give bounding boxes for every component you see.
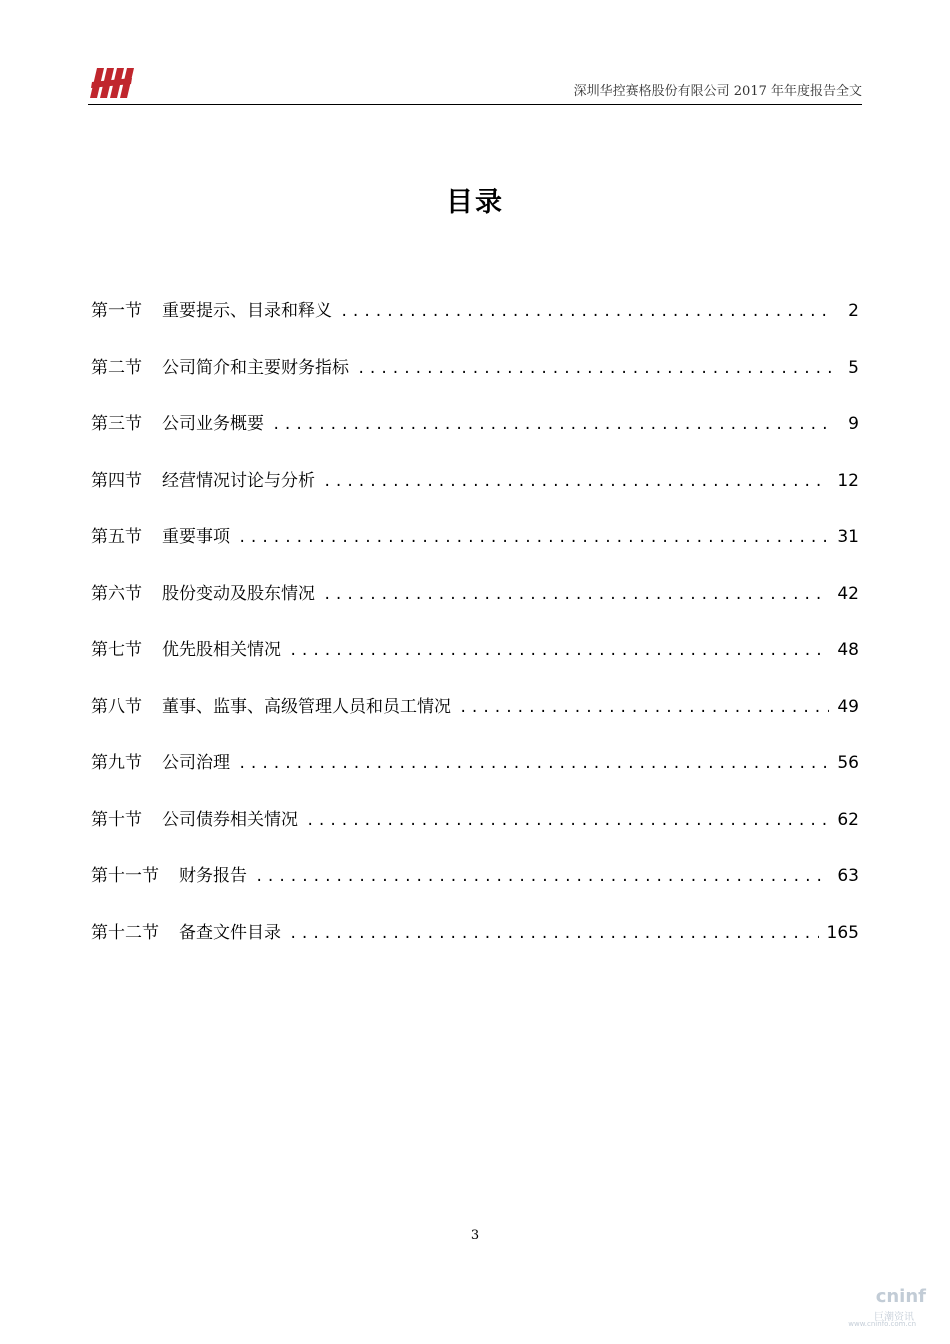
toc-entry[interactable] [91, 805, 859, 862]
toc-leader-dots [255, 869, 829, 885]
toc-page-number: 12 [837, 470, 859, 491]
toc-entry[interactable] [91, 296, 859, 353]
toc-section-title: 股份变动及股东情况 [162, 583, 315, 604]
company-logo-icon [88, 66, 136, 100]
toc-entry[interactable] [91, 522, 859, 579]
toc-section-number: 第二节 [91, 357, 142, 378]
toc-section-title: 公司简介和主要财务指标 [162, 357, 349, 378]
toc-section-number: 第三节 [91, 414, 142, 434]
toc-entry[interactable] [91, 635, 859, 692]
toc-section-title: 财务报告 [179, 866, 247, 886]
toc-page-number: 31 [837, 527, 859, 547]
toc-section-title: 重要提示、目录和释义 [162, 301, 332, 321]
page-header [88, 62, 862, 105]
toc-entry[interactable] [91, 692, 859, 749]
toc-section-title: 备查文件目录 [179, 922, 281, 943]
toc-leader-dots [459, 700, 829, 716]
cninfo-watermark [840, 1286, 936, 1336]
report-title: 深圳华控赛格股份有限公司 2017 年年度报告全文 [573, 84, 862, 99]
toc-leader-dots [289, 643, 829, 659]
toc-leader-dots [238, 756, 829, 772]
toc-entry[interactable] [91, 353, 859, 410]
toc-leader-dots [357, 361, 833, 377]
toc-leader-dots [289, 926, 819, 942]
toc-section-title: 公司债券相关情况 [162, 809, 298, 830]
toc-section-number: 第一节 [91, 301, 142, 321]
toc-section-number: 第四节 [91, 470, 142, 491]
toc-section-number: 第十一节 [91, 866, 159, 886]
toc-section-number: 第五节 [91, 527, 142, 547]
toc-page-number: 165 [826, 922, 859, 943]
toc-entry[interactable] [91, 861, 859, 918]
page-number: 3 [470, 1228, 480, 1243]
toc-leader-dots [323, 587, 829, 603]
toc-section-title: 重要事项 [162, 527, 230, 547]
toc-section-number: 第八节 [91, 696, 142, 717]
watermark-brand: cninf [875, 1286, 926, 1307]
toc-section-title: 经营情况讨论与分析 [162, 470, 315, 491]
toc-page-number: 62 [837, 809, 859, 830]
toc-entry[interactable] [91, 579, 859, 636]
toc-page-number: 63 [837, 866, 859, 886]
toc-entry[interactable] [91, 748, 859, 805]
watermark-url: www.cninfo.com.cn [848, 1320, 916, 1328]
toc-page-number: 2 [848, 301, 859, 321]
toc-leader-dots [272, 417, 833, 433]
toc-section-title: 公司治理 [162, 753, 230, 773]
toc-entry[interactable] [91, 466, 859, 523]
toc-page-number: 9 [848, 414, 859, 434]
toc-section-title: 董事、监事、高级管理人员和员工情况 [162, 696, 451, 717]
toc-leader-dots [306, 813, 829, 829]
toc-section-number: 第十节 [91, 809, 142, 830]
toc-section-number: 第十二节 [91, 922, 159, 943]
toc-entry[interactable] [91, 918, 859, 975]
toc-section-number: 第六节 [91, 583, 142, 604]
page-title: 目录 [446, 187, 504, 218]
toc-page-number: 48 [837, 640, 859, 660]
watermark-brand-cn: 巨潮资讯 [874, 1312, 914, 1323]
toc-section-title: 优先股相关情况 [162, 640, 281, 660]
toc-page-number: 49 [837, 696, 859, 717]
toc-leader-dots [323, 474, 829, 490]
toc-section-number: 第九节 [91, 753, 142, 773]
table-of-contents [91, 296, 859, 974]
toc-page-number: 5 [848, 357, 859, 378]
toc-section-title: 公司业务概要 [162, 414, 264, 434]
toc-leader-dots [340, 304, 833, 320]
toc-leader-dots [238, 530, 829, 546]
toc-entry[interactable] [91, 409, 859, 466]
toc-page-number: 56 [837, 753, 859, 773]
toc-page-number: 42 [837, 583, 859, 604]
toc-section-number: 第七节 [91, 640, 142, 660]
